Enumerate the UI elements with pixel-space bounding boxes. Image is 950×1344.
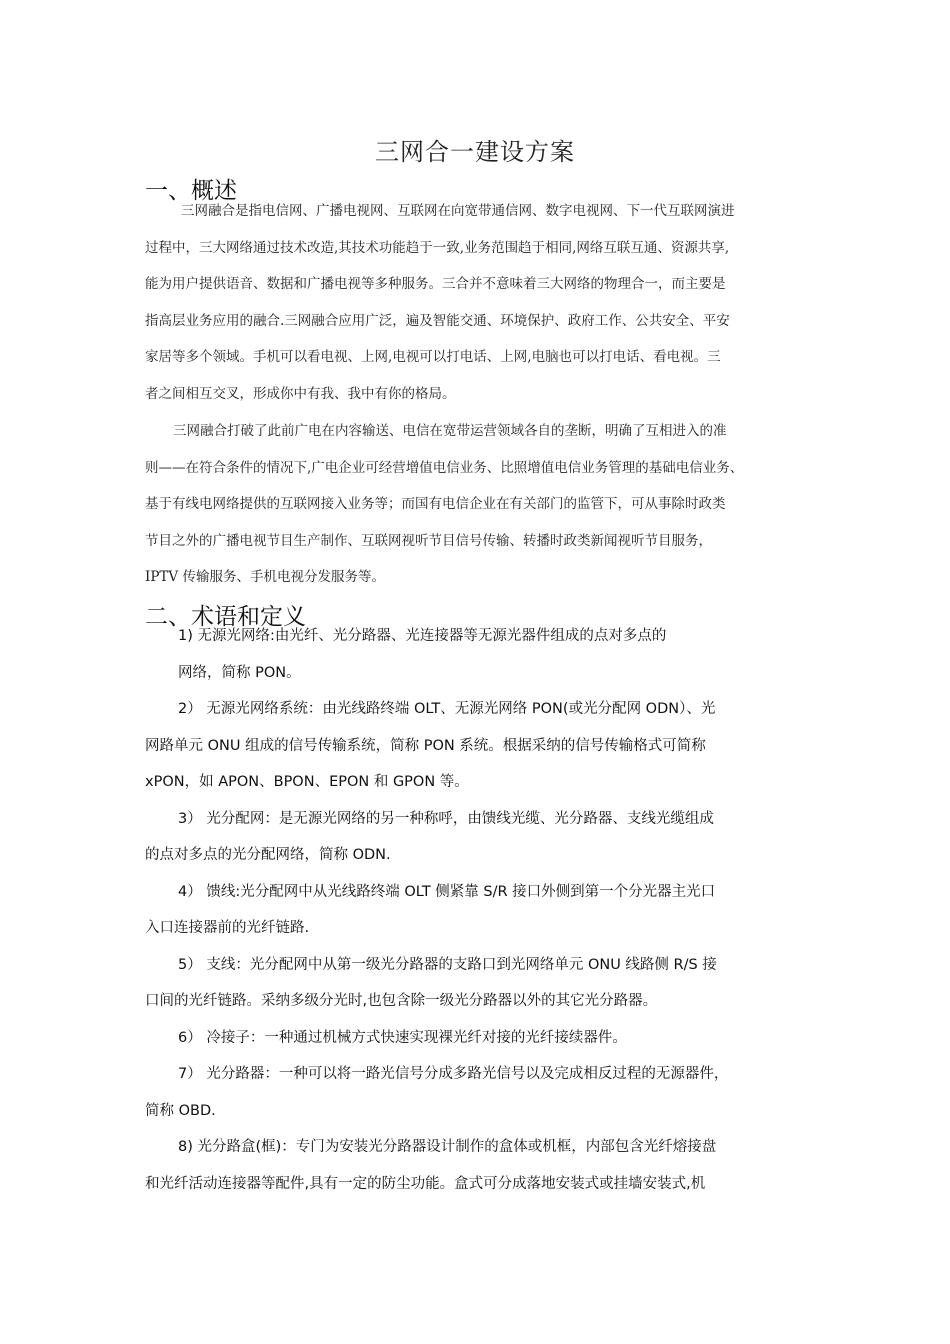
text-line: IPTV 传输服务、手机电视分发服务等。 [145,569,385,585]
text-line: 指高层业务应用的融合.三网融合应用广泛，遍及智能交通、环境保护、政府工作、公共安全、平安 [145,312,730,329]
text-line: 则——在符合条件的情况下,广电企业可经营增值电信业务、比照增值电信业务管理的基础电信业务、 [145,459,744,476]
term-line: 6） 冷接子：一种通过机械方式快速实现裸光纤对接的光纤接续器件。 [178,1029,627,1046]
term-line: 7） 光分路器：一种可以将一路光信号分成多路光信号以及完成相反过程的无源器件， [178,1066,729,1082]
term-line: 5） 支线：光分配网中从第一级光分路器的支路口到光网络单元 ONU 线路侧 R/S 接 [178,956,717,973]
overview-paragraph-2 [145,420,815,603]
term-line: 8) 光分路盒(框)：专门为安装光分路器设计制作的盒体或机框，内部包含光纤熔接盘 [178,1139,717,1155]
text-line: 能为用户提供语音、数据和广播电视等多种服务。三合并不意味着三大网络的物理合一，而主要是 [145,276,726,292]
term-line: 网络，简称 PON。 [178,664,301,681]
term-line: 1) 无源光网络:由光纤、光分路器、光连接器等无源光器件组成的点对多点的 [178,628,667,644]
text-line: 三网融合是指电信网、广播电视网、互联网在向宽带通信网、数字电视网、下一代互联网演进 [181,203,735,219]
term-line: 3） 光分配网：是无源光网络的另一种称呼，由馈线光缆、光分路器、支线光缆组成 [178,810,714,827]
term-line: 和光纤活动连接器等配件,具有一定的防尘功能。盒式可分成落地安装式或挂墙安装式,机 [145,1175,706,1192]
term-line: 入口连接器前的光纤链路. [145,920,310,936]
text-line: 基于有线电网络提供的互联网接入业务等；而国有电信企业在有关部门的监管下，可从事除时政类 [145,496,726,512]
section-heading-overview: 一、概述 [145,178,237,204]
text-line: 家居等多个领域。手机可以看电视、上网,电视可以打电话、上网,电脑也可以打电话、看电视。三 [145,349,721,365]
term-line: 简称 OBD. [145,1102,216,1119]
section-heading-terms: 二、术语和定义 [145,604,306,630]
term-line: 口间的光纤链路。采纳多级分光时,也包含除一级光分路器以外的其它光分路器。 [145,993,658,1009]
terms-definitions-list [145,625,815,1209]
term-line: 4） 馈线:光分配网中从光线路终端 OLT 侧紧靠 S/R 接口外侧到第一个分光器主光口 [178,883,716,900]
term-line: 的点对多点的光分配网络，简称 ODN. [145,847,391,863]
term-line: 2） 无源光网络系统：由光线路终端 OLT、无源光网络 PON(或光分配网 ODN）、光 [178,701,716,717]
term-line: 网路单元 ONU 组成的信号传输系统，简称 PON 系统。根据采纳的信号传输格式可简称 [145,737,706,754]
term-line: xPON，如 APON、BPON、EPON 和 GPON 等。 [145,774,469,790]
text-line: 三网融合打破了此前广电在内容输送、电信在宽带运营领域各自的垄断，明确了互相进入的准 [173,423,727,439]
text-line: 节目之外的广播电视节目生产制作、互联网视听节目信号传输、转播时政类新闻视听节目服务， [145,532,712,549]
overview-paragraph-1 [145,200,815,419]
text-line: 过程中，三大网络通过技术改造,其技术功能趋于一致,业务范围趋于相同,网络互联互通、资源共享, [145,239,730,256]
document-title: 三网合一建设方案 [375,138,575,166]
text-line: 者之间相互交叉，形成你中有我、我中有你的格局。 [145,385,456,402]
